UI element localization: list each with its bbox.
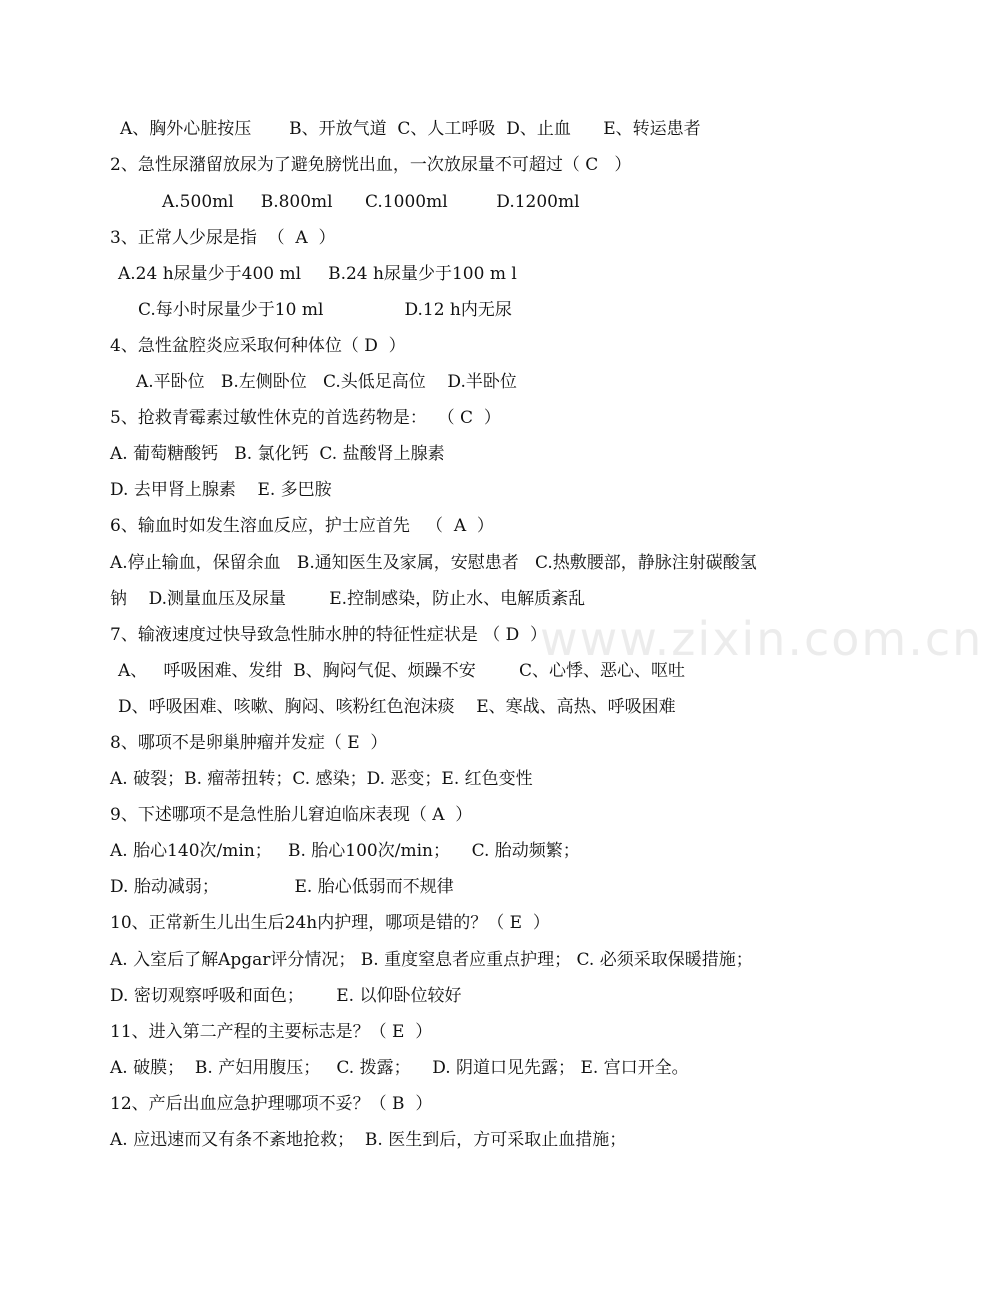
- question-10-options-d-e: D. 密切观察呼吸和面色； E. 以仰卧位较好: [110, 986, 462, 1006]
- question-12-options: A. 应迅速而又有条不紊地抢救； B. 医生到后，方可采取止血措施；: [110, 1130, 627, 1150]
- question-10: 10、正常新生儿出生后24h内护理，哪项是错的？（ E ）: [110, 913, 550, 933]
- question-7-options-d-e: D、呼吸困难、咳嗽、胸闷、咳粉红色泡沫痰 E、寒战、高热、呼吸困难: [118, 697, 676, 717]
- question-5-options-d-e: D. 去甲肾上腺素 E. 多巴胺: [110, 480, 332, 500]
- question-9-options-d-e: D. 胎动减弱； E. 胎心低弱而不规律: [110, 877, 454, 897]
- question-12: 12、产后出血应急护理哪项不妥？（ B ）: [110, 1094, 433, 1114]
- question-6-options-line-2: 钠 D.测量血压及尿量 E.控制感染，防止水、电解质紊乱: [110, 589, 586, 609]
- question-4-options: A.平卧位 B.左侧卧位 C.头低足高位 D.半卧位: [136, 372, 517, 392]
- question-11-options: A. 破膜； B. 产妇用腹压； C. 拨露； D. 阴道口见先露； E. 宫口开全。: [110, 1058, 689, 1078]
- question-3-options-a-b: A.24 h尿量少于400 ml B.24 h尿量少于100 m l: [118, 264, 517, 284]
- question-7: 7、输液速度过快导致急性肺水肿的特征性症状是 （ D ）: [110, 625, 548, 645]
- question-8-options: A. 破裂；B. 瘤蒂扭转；C. 感染；D. 恶变；E. 红色变性: [110, 769, 533, 789]
- question-9-options-a-c: A. 胎心140次/min； B. 胎心100次/min； C. 胎动频繁；: [110, 841, 580, 861]
- question-3: 3、正常人少尿是指 （ A ）: [110, 228, 336, 248]
- question-5: 5、抢救青霉素过敏性休克的首选药物是： （ C ）: [110, 408, 501, 428]
- question-5-options-a-c: A. 葡萄糖酸钙 B. 氯化钙 C. 盐酸肾上腺素: [110, 444, 445, 464]
- question-10-options-a-c: A. 入室后了解Apgar评分情况； B. 重度窒息者应重点护理； C. 必须采取保暖措施；: [110, 950, 753, 970]
- question-8: 8、哪项不是卵巢肿瘤并发症（ E ）: [110, 733, 388, 753]
- text-line-option-row: A、胸外心脏按压 B、开放气道 C、人工呼吸 D、止血 E、转运患者: [120, 119, 701, 139]
- question-2: 2、急性尿潴留放尿为了避免膀恍出血，一次放尿量不可超过（ C ）: [110, 155, 632, 175]
- question-6-options-line-1: A.停止输血，保留余血 B.通知医生及家属，安慰患者 C.热敷腰部，静脉注射碳酸氢: [110, 553, 757, 573]
- question-2-options: A.500ml B.800ml C.1000ml D.1200ml: [162, 192, 580, 212]
- question-6: 6、输血时如发生溶血反应，护士应首先 （ A ）: [110, 516, 494, 536]
- question-4: 4、急性盆腔炎应采取何种体位（ D ）: [110, 336, 406, 356]
- question-11: 11、进入第二产程的主要标志是？（ E ）: [110, 1022, 433, 1042]
- question-9: 9、下述哪项不是急性胎儿窘迫临床表现（ A ）: [110, 805, 473, 825]
- question-7-options-a-c: A、 呼吸困难、发绀 B、胸闷气促、烦躁不安 C、心悸、恶心、呕吐: [118, 661, 686, 681]
- watermark: www.zixin.com.cn: [540, 612, 983, 666]
- question-3-options-c-d: C.每小时尿量少于10 ml D.12 h内无尿: [138, 300, 512, 320]
